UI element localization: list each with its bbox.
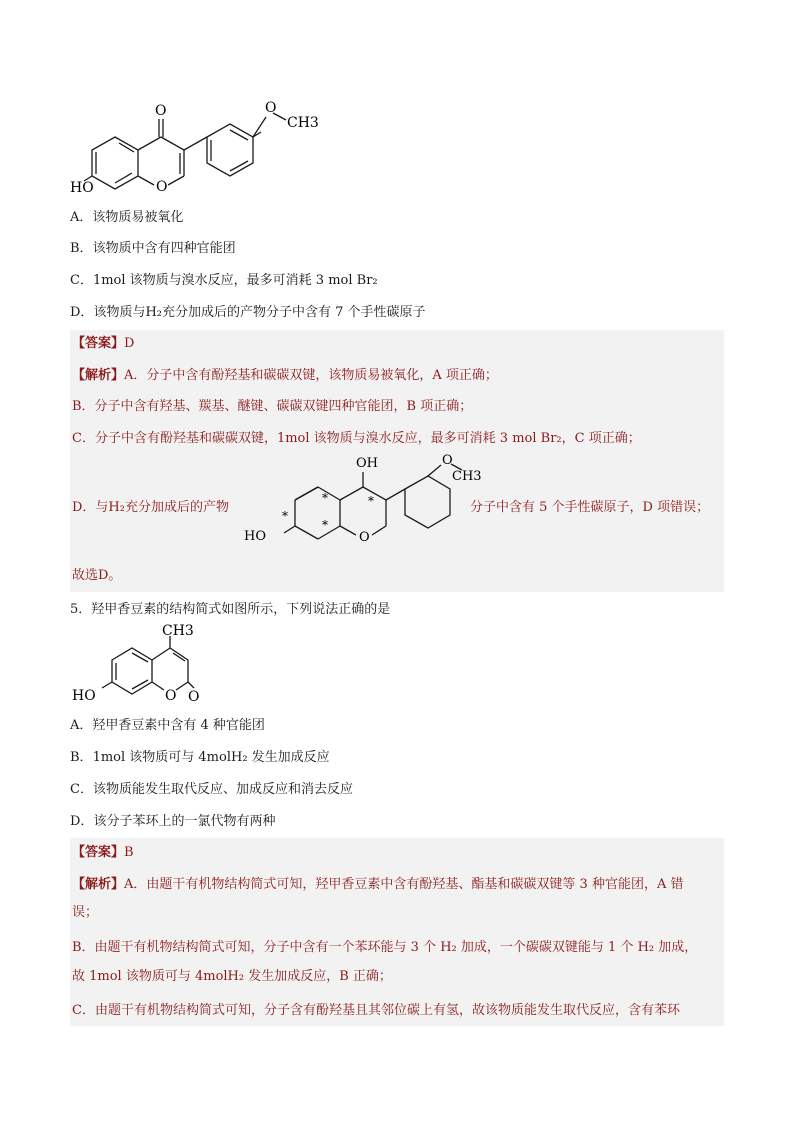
q4-answer: 【答案】D [72,336,135,351]
q4-molecule-structure [70,95,320,200]
q5-answer: 【答案】B [72,845,134,860]
q4-analysis-d-prefix: D．与H₂充分加成后的产物 [72,500,229,515]
q4-conclusion: 故选D。 [72,568,122,583]
q4-answer-box [70,330,724,592]
chiral-star-4: * [282,509,288,523]
q4-analysis-d-suffix: 分子中含有 5 个手性碳原子，D 项错误； [470,500,710,515]
q5-analysis-b-line2: 故 1mol 该物质可与 4molH₂ 发生加成反应，B 正确； [72,969,392,984]
q4-analysis-c: C．分子中含有酚羟基和碳碳双键，1mol 该物质与溴水反应，最多可消耗 3 mol Br₂，C 项正确； [72,431,641,446]
q4-product-methyl: CH3 [452,469,482,484]
q4-product-methoxy-oxygen: O [442,453,453,468]
q5-option-c: C．该物质能发生取代反应、加成反应和消去反应 [70,782,353,797]
q5-hydroxyl-group: HO [72,688,96,704]
q4-analysis-a: 【解析】A．分子中含有酚羟基和碳碳双键，该物质易被氧化，A 项正确； [72,368,498,383]
q5-analysis-b-line1: B．由题干有机物结构简式可知，分子中含有一个苯环能与 3 个 H₂ 加成，一个碳碳双键能与 1 个 H₂ 加成， [72,940,698,955]
q4-option-b: B．该物质中含有四种官能团 [70,241,236,256]
q4-option-d: D．该物质与H₂充分加成后的产物分子中含有 7 个手性碳原子 [70,305,426,320]
q5-analysis-c-line1: C．由题干有机物结构简式可知，分子含有酚羟基且其邻位碳上有氢，故该物质能发生取代反应，含有苯环 [72,1003,680,1018]
q5-option-d: D．该分子苯环上的一氯代物有两种 [70,814,276,829]
q5-ring-oxygen: O [165,688,177,704]
q4-product-ring-oxygen: O [359,530,370,545]
q4-methoxy-oxygen: O [265,100,277,116]
q5-answer-box [70,838,724,1026]
q5-stem: 5．羟甲香豆素的结构简式如图所示，下列说法正确的是 [70,602,391,617]
chiral-star-2: * [368,494,374,508]
q4-option-a: A．该物质易被氧化 [70,210,184,225]
chiral-star-1: * [322,491,328,505]
q5-analysis-a-line2: 误； [72,905,99,920]
q4-option-c: C．1mol 该物质与溴水反应，最多可消耗 3 mol Br₂ [70,273,378,288]
q4-analysis-b: B．分子中含有羟基、羰基、醚键、碳碳双键四种官能团，B 项正确； [72,399,473,414]
q4-carbonyl-oxygen: O [155,103,167,119]
q5-carbonyl-oxygen: O [188,689,200,705]
q5-methyl-group: CH3 [162,623,194,639]
q5-option-a: A．羟甲香豆素中含有 4 种官能团 [70,718,265,733]
q4-hydroxyl-group: HO [70,180,94,196]
chiral-star-3: * [322,518,328,532]
q4-ring-oxygen: O [156,179,168,195]
q5-analysis-a-line1: 【解析】A．由题干有机物结构简式可知，羟甲香豆素中含有酚羟基、酯基和碳碳双键等 3 种官能团，A 错 [72,877,684,892]
q4-methyl-group: CH3 [287,115,319,131]
q4-product-structure [240,450,482,560]
q4-product-hydroxyl: OH [356,456,378,471]
q5-option-b: B．1mol 该物质可与 4molH₂ 发生加成反应 [70,750,330,765]
q4-product-ho: HO [244,529,266,544]
q5-molecule-structure [70,624,200,706]
